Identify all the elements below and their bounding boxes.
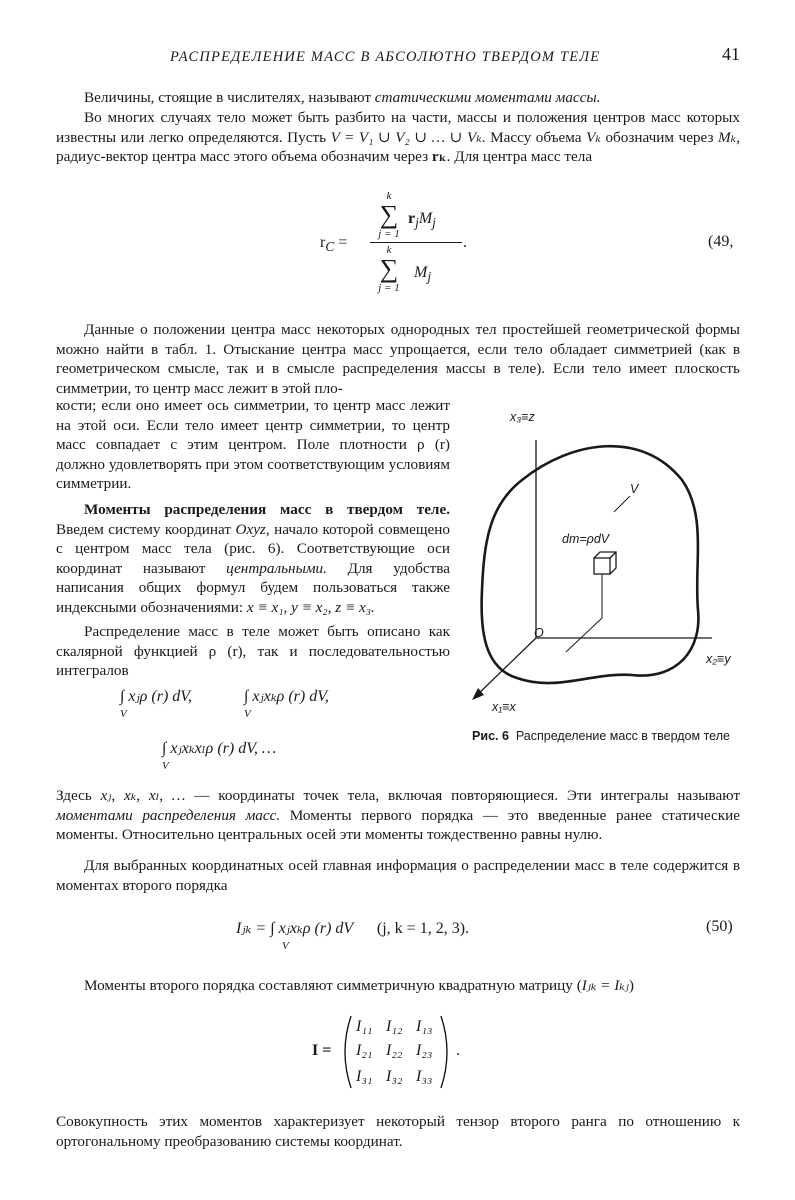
matrix-cell: I₃₁ (356, 1068, 373, 1085)
paragraph-partition: Во многих случаях тело может быть разбито на части, массы и положения центров масс которых известны или легко определяются. Пусть V = V₁ ∪ V₂ ∪ … ∪ Vₖ. Массу объема Vₖ обозначим через Mₖ, радиус-вектор центра масс этого объема обозначим через rₖ. Для центра масс тела (56, 109, 740, 166)
cube-projection-to-x (566, 618, 602, 652)
term-central-axes: центральными. (226, 559, 327, 577)
matrix-cell: I₂₂ (386, 1042, 403, 1059)
figure-6-mass-distribution (462, 400, 742, 730)
eq49-lhs: $r_C$ = (320, 234, 348, 255)
paragraph-symmetry-continued: кости; если оно имеет ось симметрии, то центр масс лежит на этой оси. Если тело имеет центр симметрии, то центр масс совпадает с этим центром. Поле плотности ρ (r) должно удовлетворять при этом соответствующим условиям симметрии. (56, 397, 450, 493)
axis-z-label: x₃≡z (510, 410, 535, 424)
page-number: 41 (722, 44, 740, 64)
axis-x-label: x₁≡x (492, 700, 516, 714)
matrix-cell: I₂₃ (416, 1042, 433, 1059)
body-label-v: V (630, 482, 639, 496)
matrix-left-paren (338, 1014, 354, 1090)
eq49-denominator: $M_j$ (414, 264, 432, 285)
paragraph-moments-intro: Моменты распределения масс в твердом теле. Введем систему координат Oxyz, начало которой совмещено с центром масс тела (рис. 6). Соответствующие оси координат называют центральными. Для удобства написания общих формул будем пользоваться также индексными обозначениями: x ≡ x₁, y ≡ x₂, z ≡ x₃. (56, 501, 450, 616)
equation-50-label: (50) (706, 918, 733, 935)
paragraph-symmetric-matrix: Моменты второго порядка составляют симметричную квадратную матрицу (Iⱼₖ = Iₖⱼ) (84, 977, 634, 994)
origin-label: O (534, 626, 544, 640)
mass-element-cube (594, 552, 616, 574)
matrix-cell: I₂₁ (356, 1042, 373, 1059)
paragraph-integrals: Распределение масс в теле может быть описано как скалярной функцией ρ (r), так и последовательностью интегралов (56, 623, 450, 680)
rigid-body-outline (482, 446, 699, 683)
term-static-moments: статическими моментами массы. (374, 89, 601, 106)
formula-volume-union: V = V₁ ∪ V₂ ∪ … ∪ Vₖ (330, 128, 482, 146)
paragraph-tensor: Совокупность этих моментов характеризует некоторый тензор второго ранга по отношению к ортогональному преобразованию системы координат. (56, 1113, 740, 1150)
inertia-matrix: I = I₁₁ I₁₂ I₁₃ I₂₁ I₂₂ I₂₃ I₃₁ I₃₂ I₃₃ . (312, 1014, 482, 1090)
paragraph-moments-definition: Здесь xⱼ, xₖ, xₗ, … — координаты точек тела, включая повторяющиеся. Эти интегралы называют моментами распределения масс. Моменты первого порядка — это введенные ранее статические моменты. Относительно центральных осей эти моменты тождественно равны нулю. (56, 787, 740, 844)
paragraph-symmetry: Данные о положении центра масс некоторых однородных тел простейшей геометрической формы можно найти в табл. 1. Отыскание центра масс упрощается, если тело обладает симметрией (как в геометрическом смысле, так и в смысле распределения массы в теле). Если тело имеет плоскость симметрии, то центр масс лежит в этой пло- (56, 321, 740, 397)
term-moments-distribution: моментами распределения масс. (56, 806, 281, 824)
matrix-cell: I₃₃ (416, 1068, 433, 1085)
axis-x-line (474, 638, 536, 698)
integral-first-order: ∫ xⱼρ (r) dV, V (120, 688, 192, 720)
matrix-cell: I₃₂ (386, 1068, 403, 1085)
integral-second-order: ∫ xⱼxₖρ (r) dV, V (244, 688, 329, 720)
eq49-num-sum: k ∑ j = 1 (378, 190, 400, 240)
running-header: РАСПРЕДЕЛЕНИЕ МАСС В АБСОЛЮТНО ТВЕРДОМ ТЕЛЕ (170, 49, 601, 65)
integral-third-order: ∫ xⱼxₖxₗρ (r) dV, … V (162, 740, 277, 772)
section-heading-moments: Моменты распределения масс в твердом теле. (84, 501, 450, 518)
paragraph-static-moments: Величины, стоящие в числителях, называют статическими моментами массы. (84, 89, 601, 106)
eq49-numerator: $r_jM_j$ (408, 210, 436, 231)
paragraph-second-order: Для выбранных координатных осей главная информация о распределении масс в теле содержится в моментах второго порядка (56, 857, 740, 894)
eq49-den-sum: k ∑ j = 1 (378, 244, 400, 294)
body-label-leader (614, 496, 630, 512)
matrix-lhs: I = (312, 1042, 332, 1059)
matrix-cell: I₁₁ (356, 1018, 373, 1035)
matrix-cell: I₁₂ (386, 1018, 403, 1035)
figure-6-caption: Рис. 6 Распределение масс в твердом теле (472, 729, 730, 743)
eq49-fraction-bar (370, 242, 462, 243)
matrix-cell: I₁₃ (416, 1018, 433, 1035)
matrix-right-paren (438, 1014, 454, 1090)
dm-label: dm=ρdV (562, 532, 610, 546)
equation-49-label: (49, (708, 233, 734, 250)
index-notation: x ≡ x₁, y ≡ x₂, z ≡ x₃. (246, 598, 375, 616)
equation-49: $r_C$ = k ∑ j = 1 $r_jM_j$ . k ∑ j = 1 $M_j$ (320, 190, 467, 294)
equation-50: Iⱼₖ = ∫ xⱼxₖρ (r) dV (j, k = 1, 2, 3). V (236, 920, 470, 952)
axis-y-label: x₂≡y (706, 652, 731, 666)
